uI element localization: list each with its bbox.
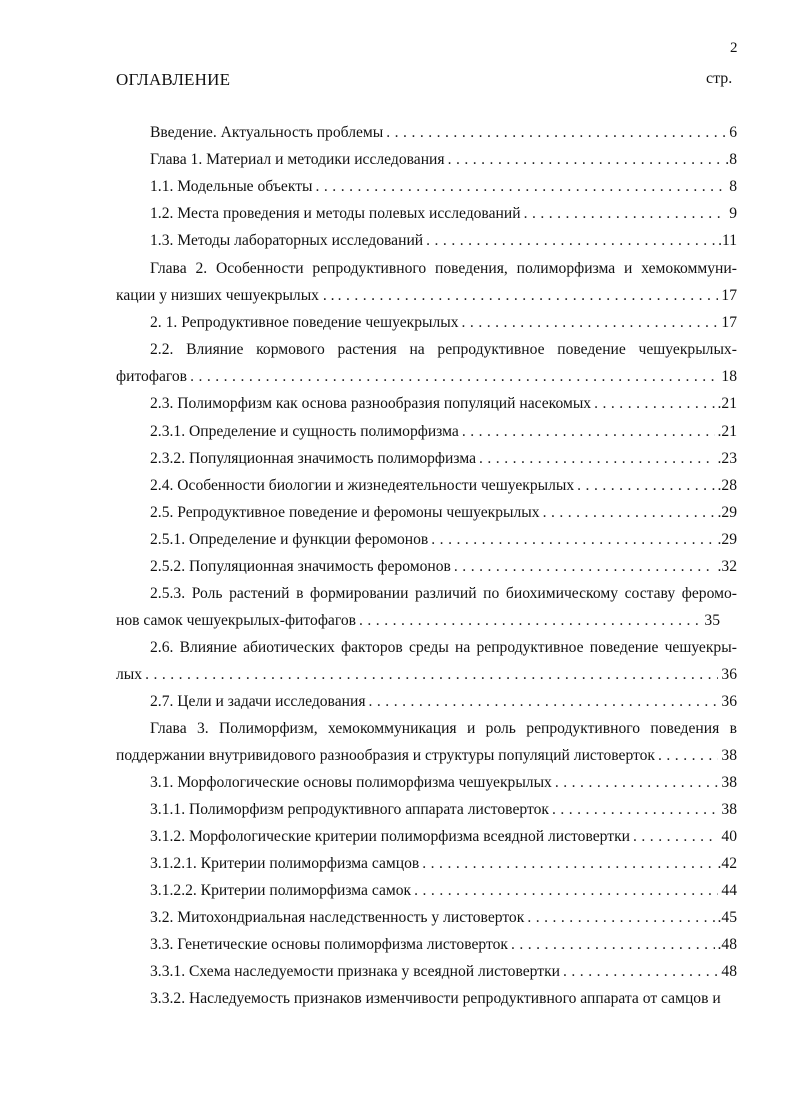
toc-entry-page: .21	[717, 423, 737, 440]
word: чешуекрылых-	[638, 341, 737, 358]
toc-entry-title: 2.3.2. Популяционная значимость полиморфизма	[150, 450, 477, 467]
toc-entry-page: .23	[717, 450, 737, 467]
toc-entry	[150, 314, 737, 332]
leader-dots	[462, 314, 719, 332]
toc-entry-page: .11	[718, 232, 737, 249]
toc-entry-title: 3.1. Морфологические основы полиморфизма чешуекрылых	[150, 774, 552, 791]
toc-entry	[150, 774, 737, 792]
toc-entry	[150, 477, 737, 495]
toc-entry-title: лых	[116, 666, 143, 683]
toc-entry-page: 38	[721, 747, 737, 764]
toc-entry-title: 3.1.2.2. Критерии полиморфизма самок	[150, 882, 412, 899]
leader-dots	[563, 963, 718, 981]
page-title: ОГЛАВЛЕНИЕ	[116, 70, 231, 89]
toc-entry-page: 36	[721, 666, 737, 683]
toc-entry	[150, 855, 737, 873]
word: чешуекры-	[664, 639, 737, 656]
leader-dots	[431, 531, 714, 549]
leader-dots	[369, 693, 719, 711]
word: факторов	[341, 639, 403, 656]
toc-entry-title-line1	[150, 639, 737, 657]
leader-dots	[555, 774, 719, 792]
leader-dots	[543, 504, 715, 522]
toc-entry	[150, 423, 737, 441]
word: репродуктивное	[476, 639, 584, 656]
toc-entry-page: 17	[721, 287, 737, 304]
toc-entry	[150, 963, 737, 981]
leader-dots	[524, 205, 727, 223]
word: и	[466, 720, 476, 737]
word: поведение	[557, 341, 626, 358]
leader-dots	[414, 882, 718, 900]
toc-entry-title: поддержании внутривидового разнообразия и структуры популяций листоверток	[116, 747, 656, 764]
toc-entry-title: 3.3.1. Схема наследуемости признака у всеядной листовертки	[150, 963, 560, 980]
leader-dots	[462, 423, 715, 441]
toc-entry	[150, 395, 737, 413]
leader-dots	[386, 124, 726, 142]
word: на	[455, 639, 471, 656]
toc-entry	[150, 936, 737, 954]
word: формировании	[310, 585, 409, 602]
leader-dots	[448, 151, 723, 169]
toc-entry-title: 1.1. Модельные объекты	[150, 178, 313, 195]
word: в	[729, 720, 737, 737]
word: на	[409, 341, 425, 358]
leader-dots	[422, 855, 714, 873]
word: 2.2.	[150, 341, 174, 358]
toc-entry-page: .48	[717, 936, 737, 953]
toc-entry-title: Введение. Актуальность проблемы	[150, 124, 384, 141]
toc-entry-page: 38	[721, 774, 737, 791]
word: составу	[624, 585, 676, 602]
word: биохимическому	[505, 585, 618, 602]
word: абиотических	[243, 639, 335, 656]
word: Полиморфизм,	[219, 720, 318, 737]
leader-dots	[479, 450, 714, 468]
leader-dots	[658, 747, 718, 765]
toc-entry-page: 8	[729, 178, 737, 195]
toc-entry	[116, 666, 737, 684]
toc-entry-page: 40	[721, 828, 737, 845]
toc-entry-title: 2.3. Полиморфизм как основа разнообразия популяций насекомых	[150, 395, 592, 412]
toc-entry	[150, 178, 737, 196]
toc-entry-title-line1	[150, 341, 737, 359]
toc-entry	[150, 205, 737, 223]
toc-entry-title: 1.3. Методы лабораторных исследований	[150, 232, 424, 249]
word: репродуктивного	[526, 720, 641, 737]
leader-dots	[577, 477, 714, 495]
word: Роль	[191, 585, 223, 602]
toc-entry	[150, 801, 737, 819]
leader-dots	[338, 287, 719, 305]
toc-entry-title: нов самок чешуекрылых-фитофагов	[116, 612, 357, 629]
toc-entry	[150, 693, 737, 711]
word: растений	[229, 585, 290, 602]
word: полиморфизма	[516, 260, 616, 277]
toc-entry-title: кации у низших чешуекрылых . .	[116, 287, 335, 304]
word: 2.5.3.	[150, 585, 186, 602]
toc-entry-page: .21	[717, 395, 737, 412]
word: растения	[337, 341, 397, 358]
toc-entry-page: .28	[717, 477, 737, 494]
toc-entry-title: 3.2. Митохондриальная наследственность у листоверток	[150, 909, 525, 926]
word: кормового	[256, 341, 325, 358]
toc-entry-page: 36	[721, 693, 737, 710]
leader-dots	[527, 909, 714, 927]
word: 2.6.	[150, 639, 174, 656]
word: роль	[485, 720, 516, 737]
toc-entry-title: 2.5.2. Популяционная значимость феромонов	[150, 558, 451, 575]
leader-dots	[633, 828, 718, 846]
word: хемокоммуни-	[641, 260, 737, 277]
toc-entry	[150, 124, 737, 142]
page-column-label: стр.	[706, 70, 733, 87]
toc-entry-page: .8	[725, 151, 737, 168]
toc-entry-page: .29	[717, 504, 737, 521]
leader-dots	[454, 558, 715, 576]
toc-entry-page: 18	[721, 368, 737, 385]
word: поведение	[589, 639, 659, 656]
toc-entry	[116, 612, 720, 630]
word: Особенности	[215, 260, 304, 277]
toc-entry-title-line1: 3.3.2. Наследуемость признаков изменчивости репродуктивного аппарата от самцов и	[150, 990, 721, 1007]
toc-entry-title: 3.1.2. Морфологические критерии полиморфизма всеядной листовертки	[150, 828, 630, 845]
toc-entry	[150, 232, 737, 250]
toc-entry	[150, 828, 737, 846]
toc-entry-title: 3.1.1. Полиморфизм репродуктивного аппарата листоверток	[150, 801, 549, 818]
leader-dots	[190, 368, 718, 386]
toc-entry-title: фитофагов	[116, 368, 188, 385]
word: репродуктивное	[437, 341, 545, 358]
leader-dots	[426, 232, 715, 250]
toc-entry-page: 38	[721, 801, 737, 818]
toc-entry	[150, 450, 737, 468]
toc-entry-title: 2.4. Особенности биологии и жизнедеятельности чешуекрылых	[150, 477, 575, 494]
word: среды	[408, 639, 449, 656]
toc-entry-title: 2.5.1. Определение и функции феромонов	[150, 531, 429, 548]
toc-entry	[116, 287, 737, 305]
toc-entry	[150, 151, 737, 169]
toc-entry-page: 9	[729, 205, 737, 222]
toc-entry-title-line1	[150, 585, 737, 603]
toc-entry-title: 1.2. Места проведения и методы полевых исследований	[150, 205, 521, 222]
word: поведения	[650, 720, 720, 737]
word: репродуктивного	[312, 260, 427, 277]
word: Глава	[150, 720, 187, 737]
toc-entry	[150, 882, 737, 900]
word: и	[624, 260, 633, 277]
toc-entry-page: 17	[721, 314, 737, 331]
toc-entry-title: 3.3. Генетические основы полиморфизма листоверток	[150, 936, 508, 953]
toc-entry	[150, 909, 737, 927]
toc-entry-title: 2.7. Цели и задачи исследования	[150, 693, 366, 710]
word: 2.	[195, 260, 208, 277]
word: хемокоммуникация	[327, 720, 457, 737]
toc-entry-title-line1	[150, 260, 737, 278]
word: поведения,	[435, 260, 508, 277]
toc-entry	[150, 504, 737, 522]
toc-entry-title: 2.3.1. Определение и сущность полиморфизма	[150, 423, 459, 440]
toc-entry	[116, 368, 737, 386]
leader-dots	[511, 936, 715, 954]
leader-dots	[316, 178, 727, 196]
word: Глава	[150, 260, 187, 277]
toc-entry-title: 3.1.2.1. Критерии полиморфизма самцов	[150, 855, 420, 872]
toc-entry-page: .45	[717, 909, 737, 926]
toc-entry-title: 2.5. Репродуктивное поведение и феромоны чешуекрылых	[150, 504, 540, 521]
toc-entry-title-line1	[150, 720, 737, 738]
toc-entry-page: .42	[717, 855, 737, 872]
toc-entry	[116, 747, 737, 765]
word: Влияние	[179, 639, 237, 656]
toc-entry-page: 35	[704, 612, 720, 629]
toc-entry	[150, 531, 737, 549]
word: в	[296, 585, 304, 602]
toc-entry-page: .32	[717, 558, 737, 575]
leader-dots	[552, 801, 718, 819]
toc-entry-page: 6	[729, 124, 737, 141]
toc-entry-page: 44	[721, 882, 737, 899]
leader-dots	[359, 612, 701, 630]
page-number: 2	[730, 40, 738, 56]
toc-entry-page: 48	[721, 963, 737, 980]
toc-entry	[150, 558, 737, 576]
toc-entry-title: 2. 1. Репродуктивное поведение чешуекрылых	[150, 314, 459, 331]
word: по	[483, 585, 500, 602]
toc-entry-title: Глава 1. Материал и методики исследования	[150, 151, 445, 168]
toc-entry-page: .29	[717, 531, 737, 548]
word: 3.	[196, 720, 209, 737]
word: Влияние	[186, 341, 244, 358]
leader-dots	[145, 666, 718, 684]
leader-dots	[594, 395, 714, 413]
word: феромо-	[681, 585, 737, 602]
word: различий	[415, 585, 477, 602]
